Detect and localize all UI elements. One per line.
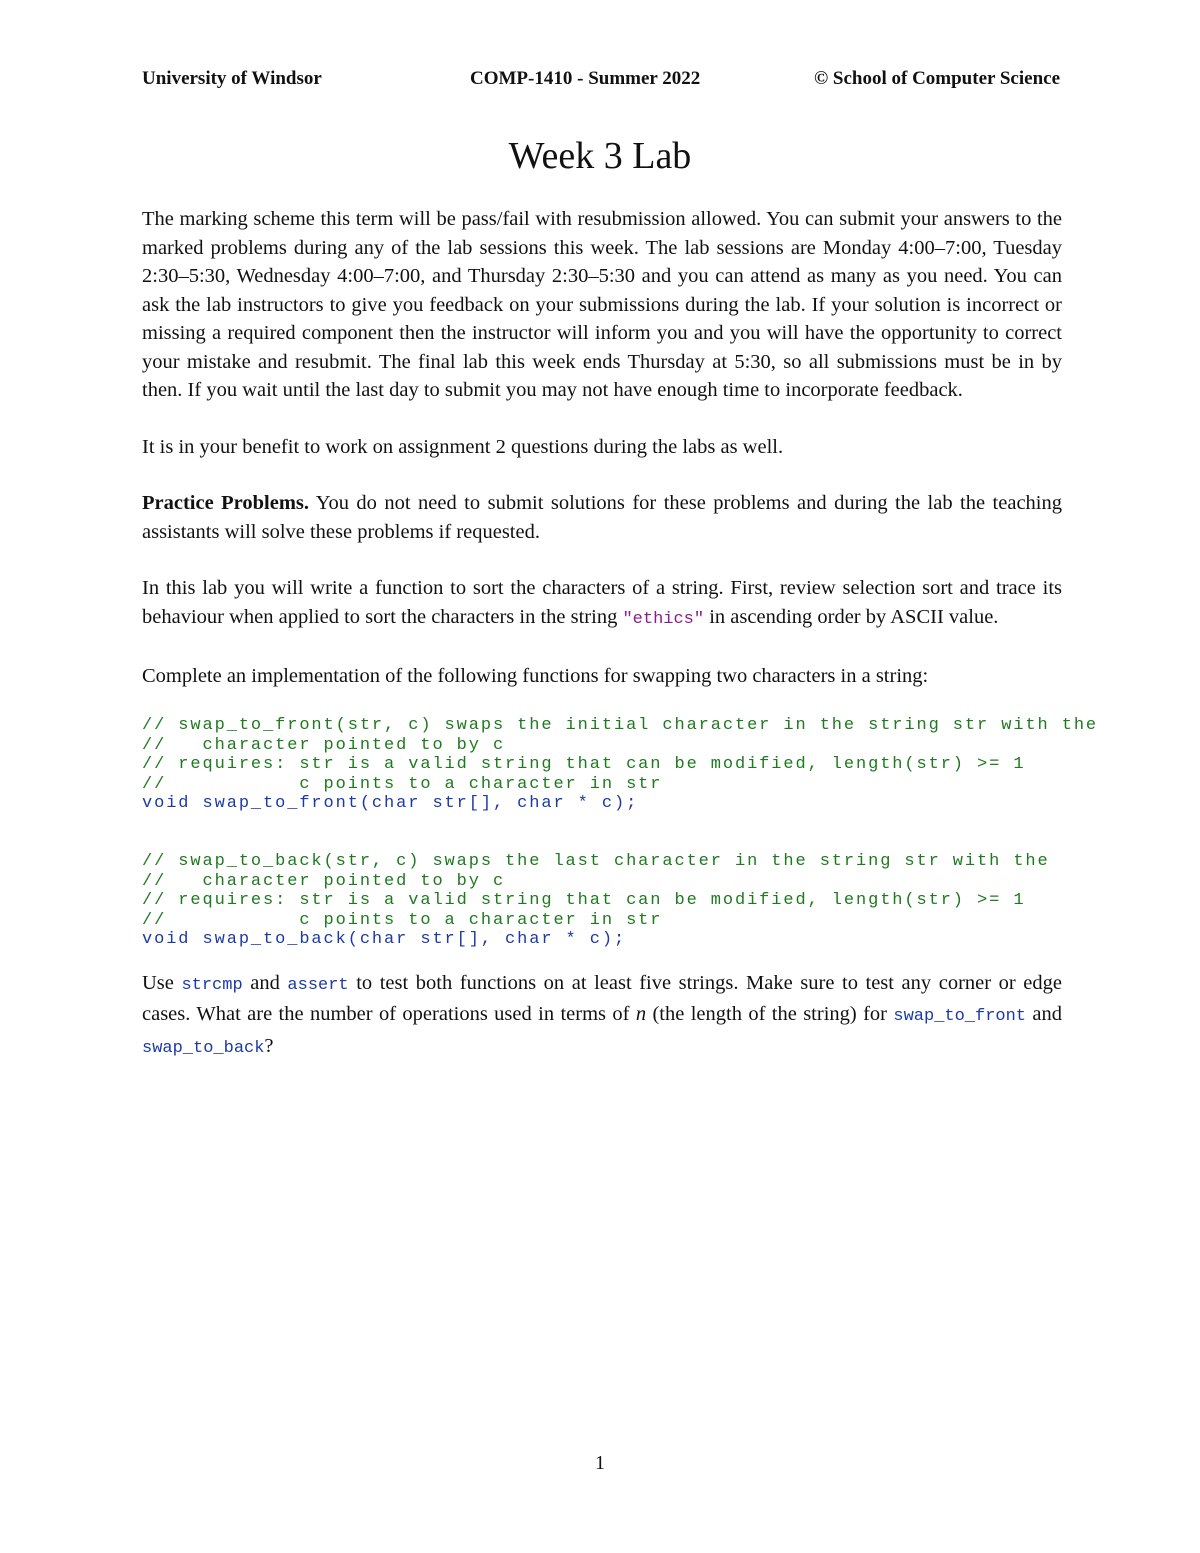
page-header bbox=[142, 68, 1060, 94]
header-university: University of Windsor bbox=[142, 68, 322, 89]
code-comment: // requires: str is a valid string that can be modified, length(str) >= 1 bbox=[142, 755, 1026, 774]
testing-text-d: (the length of the string) for bbox=[646, 1003, 894, 1025]
document-body bbox=[142, 205, 1099, 1091]
testing-text-c: to test both functions on at least five strings. Make sure to test any corner or edge cases. What are the number of operations used in terms of bbox=[142, 971, 1062, 1025]
selection-sort-text-a: In this lab you will write a function to sort the characters of a string. First, review selection sort and trace its behaviour when applied to sort the characters in the string bbox=[142, 577, 1062, 628]
assert-code: assert bbox=[287, 975, 349, 995]
swap-to-front-code: swap_to_front bbox=[893, 1007, 1027, 1026]
page-number: 1 bbox=[595, 1452, 605, 1474]
selection-sort-text-b: in ascending order by ASCII value. bbox=[704, 605, 999, 628]
marking-scheme-paragraph: The marking scheme this term will be pass/fail with resubmission allowed. You can submit your answers to the marked problems during any of the lab sessions this week. The lab sessions are Monday 4:00–7:00, Tuesday 2:30–5:30, Wednesday 4:00–7:00, and Thursday 2:30–5:30 and you can attend as many as you need. You can ask the lab instructors to give you feedback on your submissions during the lab. If your solution is incorrect or missing a required component then the instructor will inform you and you will have the opportunity to correct your mistake and resubmit. The final lab this week ends Thursday at 5:30, so all submissions must be in by then. If you wait until the last day to submit you may not have enough time to incorporate feedback. bbox=[142, 208, 1062, 401]
assignment-benefit-paragraph: It is in your benefit to work on assignment 2 questions during the labs as well. bbox=[142, 435, 784, 458]
selection-sort-paragraph bbox=[142, 574, 1062, 634]
testing-paragraph bbox=[142, 969, 1062, 1064]
practice-problems-text: You do not need to submit solutions for these problems and during the lab the teaching assistants will solve these problems if requested. bbox=[142, 492, 1062, 543]
implementation-intro-paragraph: Complete an implementation of the following functions for swapping two characters in a string: bbox=[142, 665, 929, 687]
page-title: Week 3 Lab bbox=[508, 135, 692, 177]
strcmp-code: strcmp bbox=[181, 975, 243, 995]
practice-problems-heading: Practice Problems. bbox=[142, 492, 310, 514]
testing-text-e: and bbox=[1026, 1003, 1062, 1025]
testing-text-a: Use bbox=[142, 971, 182, 994]
swap-to-front-code-block bbox=[142, 697, 1099, 814]
code-comment: // swap_to_back(str, c) swaps the last character in the string str with the bbox=[142, 852, 1050, 871]
code-comment: // c points to a character in str bbox=[142, 910, 663, 930]
code-comment: // swap_to_front(str, c) swaps the initial character in the string str with the bbox=[142, 716, 1099, 735]
code-comment: // requires: str is a valid string that can be modified, length(str) >= 1 bbox=[142, 891, 1026, 910]
practice-problems-paragraph bbox=[142, 489, 1062, 546]
header-course: COMP-1410 - Summer 2022 bbox=[470, 68, 701, 89]
code-comment: // c points to a character in str bbox=[142, 774, 663, 794]
swap-to-back-code: swap_to_back bbox=[142, 1038, 265, 1058]
variable-n: n bbox=[635, 1003, 647, 1025]
code-signature: void swap_to_front(char str[], char * c); bbox=[142, 794, 639, 813]
swap-to-back-code-block bbox=[142, 833, 1062, 950]
code-signature: void swap_to_back(char str[], char * c); bbox=[142, 930, 627, 949]
code-comment: // character pointed to by c bbox=[142, 871, 506, 891]
testing-text-f: ? bbox=[264, 1034, 274, 1057]
ethics-string-literal: "ethics" bbox=[622, 609, 705, 629]
header-school: © School of Computer Science bbox=[813, 68, 1060, 89]
testing-text-b: and bbox=[242, 971, 288, 994]
code-comment: // character pointed to by c bbox=[142, 735, 506, 755]
